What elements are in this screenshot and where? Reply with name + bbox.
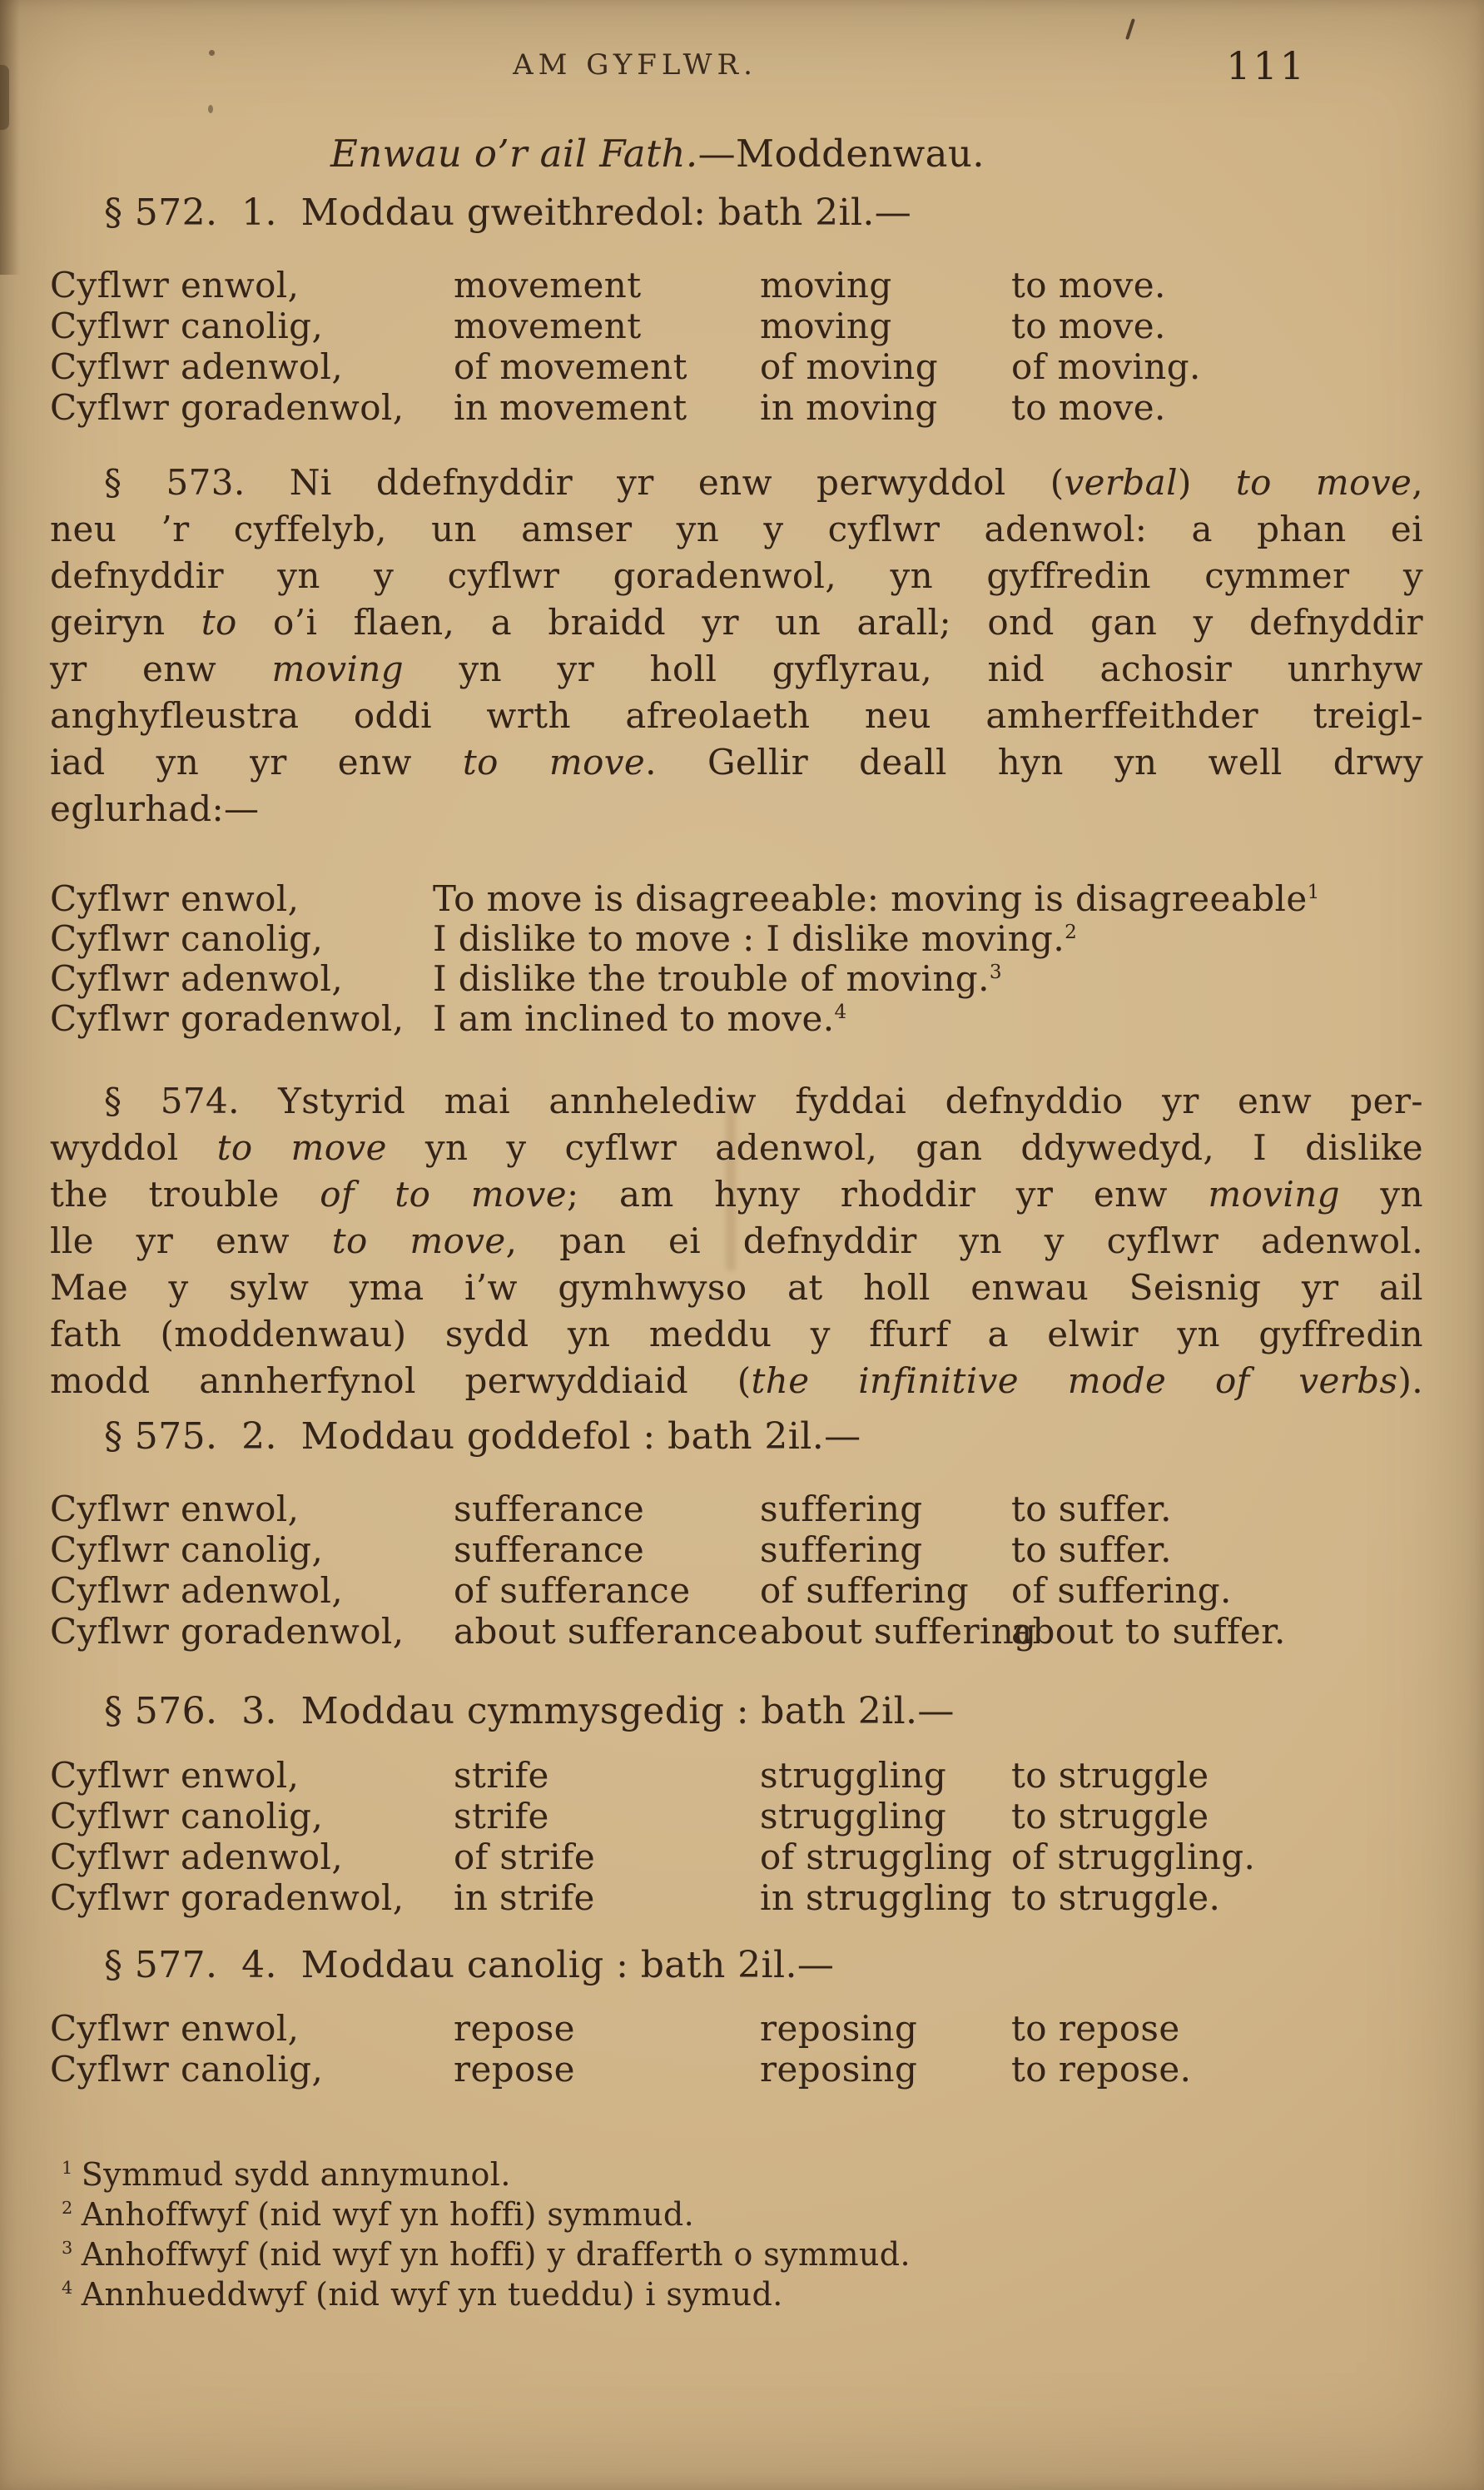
footnote-number: 2: [62, 2198, 73, 2219]
cell-participle-form: of suffering: [760, 1570, 969, 1611]
text-segment: moving: [1208, 1174, 1340, 1215]
cell-participle-form: struggling: [760, 1796, 947, 1836]
cell-case-label: Cyflwr enwol,: [50, 878, 300, 919]
text-segment: verbal: [1064, 462, 1178, 503]
example-sentence: [433, 959, 1423, 999]
text-segment: anghyfleustra oddi wrth afreolaeth neu amherffeithder treigl-: [50, 695, 1423, 736]
example-text: I dislike to move : I dislike moving.: [433, 918, 1065, 959]
text-segment: iad yn yr enw: [50, 742, 463, 783]
cell-case-label: Cyflwr enwol,: [50, 265, 300, 306]
text-segment: yn yr holl gyflyrau, nid achosir unrhyw: [404, 649, 1423, 689]
cell-noun-form: sufferance: [454, 1489, 645, 1529]
text-segment: lle yr enw: [50, 1220, 332, 1261]
footnote-number: 4: [62, 2278, 73, 2299]
footnote-reference: 2: [1065, 922, 1078, 943]
text-segment: o’i flaen, a braidd yr un arall; ond gan y defnyddir: [236, 602, 1423, 643]
example-sentence: [433, 999, 1423, 1039]
text-segment: the trouble: [50, 1174, 320, 1215]
cell-case-label: Cyflwr adenwol,: [50, 958, 344, 999]
footnote-text: Symmud sydd annymunol.: [81, 2156, 511, 2193]
cell-noun-form: of strife: [454, 1836, 596, 1877]
cell-noun-form: of sufferance: [454, 1570, 691, 1611]
cell-participle-form: about suffering: [760, 1611, 1037, 1652]
cell-participle-form: of moving: [760, 346, 938, 387]
text-segment: Mae y sylw yma i’w gymhwyso at holl enwau Seisnig yr ail: [50, 1267, 1423, 1308]
cell-case-label: Cyflwr adenwol,: [50, 1570, 344, 1611]
cell-infinitive-form: to struggle: [1011, 1755, 1209, 1796]
example-row: [50, 959, 1423, 999]
cell-infinitive-form: of moving.: [1011, 346, 1201, 387]
cell-noun-form: movement: [454, 306, 642, 346]
cell-noun-form: of movement: [454, 346, 687, 387]
footnote-number: 3: [62, 2238, 73, 2259]
footnote-text: Anhoffwyf (nid wyf yn hoffi) y drafferth o symmud.: [81, 2236, 911, 2273]
table-row: [50, 2008, 1423, 2049]
cell-noun-form: repose: [454, 2008, 575, 2049]
paragraph-574: [50, 1078, 1423, 1404]
cell-infinitive-form: about to suffer.: [1011, 1611, 1286, 1652]
declension-table-572: [50, 265, 1423, 428]
text-segment: wyddol: [50, 1127, 217, 1168]
cell-infinitive-form: to repose.: [1011, 2049, 1192, 2090]
cell-infinitive-form: of struggling.: [1011, 1836, 1256, 1877]
cell-participle-form: in moving: [760, 387, 938, 428]
cell-noun-form: strife: [454, 1796, 549, 1836]
example-text: I dislike the trouble of moving.: [433, 958, 990, 999]
text-segment: ; am hyny rhoddir yr enw: [567, 1174, 1209, 1215]
text-segment: ,: [1412, 462, 1423, 503]
cell-infinitive-form: to repose: [1011, 2008, 1180, 2049]
text-line: [50, 553, 1423, 599]
example-text: I am inclined to move.: [433, 998, 835, 1039]
cell-participle-form: moving: [760, 265, 892, 306]
text-segment: defnyddir yn y cyflwr goradenwol, yn gyffredin cymmer y: [50, 555, 1423, 596]
cell-participle-form: suffering: [760, 1489, 923, 1529]
cell-participle-form: of struggling: [760, 1836, 993, 1877]
cell-case-label: Cyflwr canolig,: [50, 1796, 324, 1836]
text-segment: neu ’r cyffelyb, un amser yn y cyflwr adenwol: a phan ei: [50, 509, 1423, 549]
example-sentence: [433, 919, 1423, 959]
footnote-number: 1: [62, 2158, 73, 2179]
text-segment: the infinitive mode of verbs: [751, 1360, 1398, 1401]
table-row: [50, 346, 1423, 387]
text-segment: modd annherfynol perwyddiaid (: [50, 1360, 752, 1401]
cell-participle-form: moving: [760, 306, 892, 346]
example-row: [50, 879, 1423, 919]
text-segment: eglurhad:—: [50, 788, 260, 829]
cell-infinitive-form: to struggle: [1011, 1796, 1209, 1836]
text-segment: ): [1177, 462, 1236, 503]
text-segment: to move: [331, 1220, 506, 1261]
example-row: [50, 999, 1423, 1039]
text-segment: ).: [1397, 1360, 1423, 1401]
cell-case-label: Cyflwr canolig,: [50, 2049, 324, 2090]
table-row: [50, 306, 1423, 346]
cell-infinitive-form: to suffer.: [1011, 1489, 1172, 1529]
text-block: [50, 0, 1423, 2490]
text-line: [50, 1218, 1423, 1265]
running-title: AM GYFLWR.: [513, 48, 757, 82]
cell-participle-form: reposing: [760, 2049, 918, 2090]
cell-noun-form: sufferance: [454, 1529, 645, 1570]
text-segment: moving: [271, 649, 405, 689]
cell-noun-form: repose: [454, 2049, 575, 2090]
table-row: [50, 265, 1423, 306]
text-segment: § 574. Ystyrid mai annhelediw fyddai defnyddio yr enw per-: [104, 1081, 1423, 1121]
table-row: [50, 1836, 1423, 1877]
subtitle-italic: Enwau o’r ail Fath.: [330, 132, 698, 176]
text-line: [50, 1171, 1423, 1218]
cell-case-label: Cyflwr adenwol,: [50, 1836, 344, 1877]
cell-case-label: Cyflwr canolig,: [50, 918, 324, 959]
text-segment: to move: [216, 1127, 387, 1168]
table-row: [50, 2049, 1423, 2090]
table-row: [50, 1755, 1423, 1796]
page-number: 111: [1226, 43, 1307, 88]
text-line: [50, 739, 1423, 786]
cell-noun-form: in strife: [454, 1877, 595, 1918]
footnote-reference: 4: [834, 1001, 847, 1023]
cell-participle-form: reposing: [760, 2008, 918, 2049]
text-segment: § 573. Ni ddefnyddir yr enw perwyddol (: [104, 462, 1065, 503]
cell-case-label: Cyflwr canolig,: [50, 306, 324, 346]
example-table-573: [50, 879, 1423, 1039]
section-subtitle: [0, 132, 1344, 176]
text-segment: of to move: [320, 1174, 568, 1215]
heading-572: § 572. 1. Moddau gweithredol: bath 2il.—: [104, 191, 912, 234]
example-sentence: [433, 879, 1423, 919]
footnote-text: Annhueddwyf (nid wyf yn tueddu) i symud.: [81, 2276, 783, 2313]
table-row: [50, 1877, 1423, 1918]
cell-infinitive-form: to struggle.: [1011, 1877, 1221, 1918]
cell-participle-form: suffering: [760, 1529, 923, 1570]
footnote: [62, 2274, 1423, 2314]
cell-infinitive-form: to suffer.: [1011, 1529, 1172, 1570]
cell-noun-form: in movement: [454, 387, 687, 428]
text-segment: to: [201, 602, 237, 643]
heading-575: § 575. 2. Moddau goddefol : bath 2il.—: [104, 1415, 861, 1458]
example-text: To move is disagreeable: moving is disagreeable: [433, 878, 1308, 919]
footnotes: [50, 2155, 1423, 2314]
cell-participle-form: in struggling: [760, 1877, 993, 1918]
footnote-reference: 3: [989, 962, 1002, 983]
text-line: [50, 1125, 1423, 1171]
cell-case-label: Cyflwr enwol,: [50, 2008, 300, 2049]
footnote-text: Anhoffwyf (nid wyf yn hoffi) symmud.: [81, 2196, 695, 2233]
text-line: [50, 1078, 1423, 1125]
text-line: [50, 599, 1423, 646]
table-row: [50, 1611, 1423, 1652]
text-line: [50, 460, 1423, 506]
cell-case-label: Cyflwr enwol,: [50, 1755, 300, 1796]
text-segment: . Gellir deall hyn yn well drwy: [645, 742, 1423, 783]
text-segment: yn y cyflwr adenwol, gan ddywedyd, I dislike: [386, 1127, 1423, 1168]
cell-case-label: Cyflwr goradenwol,: [50, 1611, 405, 1652]
heading-577: § 577. 4. Moddau canolig : bath 2il.—: [104, 1944, 835, 1986]
declension-table-575: [50, 1489, 1423, 1652]
footnote: [62, 2155, 1423, 2194]
text-line: [50, 786, 1423, 832]
subtitle-plain: —Moddenwau.: [697, 132, 985, 176]
cell-case-label: Cyflwr goradenwol,: [50, 387, 405, 428]
heading-576: § 576. 3. Moddau cymmysgedig : bath 2il.—: [104, 1690, 955, 1732]
text-segment: yn: [1339, 1174, 1423, 1215]
table-row: [50, 1529, 1423, 1570]
text-line: [50, 1265, 1423, 1311]
cell-noun-form: strife: [454, 1755, 549, 1796]
table-row: [50, 1489, 1423, 1529]
text-segment: fath (moddenwau) sydd yn meddu y ffurf a elwir yn gyffredin: [50, 1314, 1423, 1354]
cell-case-label: Cyflwr canolig,: [50, 1529, 324, 1570]
declension-table-577: [50, 2008, 1423, 2090]
text-line: [50, 1358, 1423, 1404]
cell-infinitive-form: to move.: [1011, 265, 1166, 306]
text-line: [50, 646, 1423, 693]
cell-case-label: Cyflwr adenwol,: [50, 346, 344, 387]
text-segment: to move: [1235, 462, 1412, 503]
example-row: [50, 919, 1423, 959]
declension-table-576: [50, 1755, 1423, 1918]
cell-noun-form: about sufferance: [454, 1611, 758, 1652]
text-line: [50, 693, 1423, 739]
table-row: [50, 1570, 1423, 1611]
text-segment: yr enw: [50, 649, 272, 689]
table-row: [50, 1796, 1423, 1836]
text-segment: geiryn: [50, 602, 201, 643]
cell-infinitive-form: to move.: [1011, 387, 1166, 428]
footnote: [62, 2234, 1423, 2274]
footnote: [62, 2194, 1423, 2234]
text-line: [50, 1311, 1423, 1358]
cell-case-label: Cyflwr goradenwol,: [50, 998, 405, 1039]
table-row: [50, 387, 1423, 428]
text-segment: to move: [462, 742, 646, 783]
cell-participle-form: struggling: [760, 1755, 947, 1796]
paragraph-573: [50, 460, 1423, 832]
cell-case-label: Cyflwr goradenwol,: [50, 1877, 405, 1918]
cell-case-label: Cyflwr enwol,: [50, 1489, 300, 1529]
text-segment: , pan ei defnyddir yn y cyflwr adenwol.: [505, 1220, 1423, 1261]
cell-infinitive-form: to move.: [1011, 306, 1166, 346]
cell-noun-form: movement: [454, 265, 642, 306]
text-line: [50, 506, 1423, 553]
cell-infinitive-form: of suffering.: [1011, 1570, 1232, 1611]
footnote-reference: 1: [1307, 882, 1320, 903]
